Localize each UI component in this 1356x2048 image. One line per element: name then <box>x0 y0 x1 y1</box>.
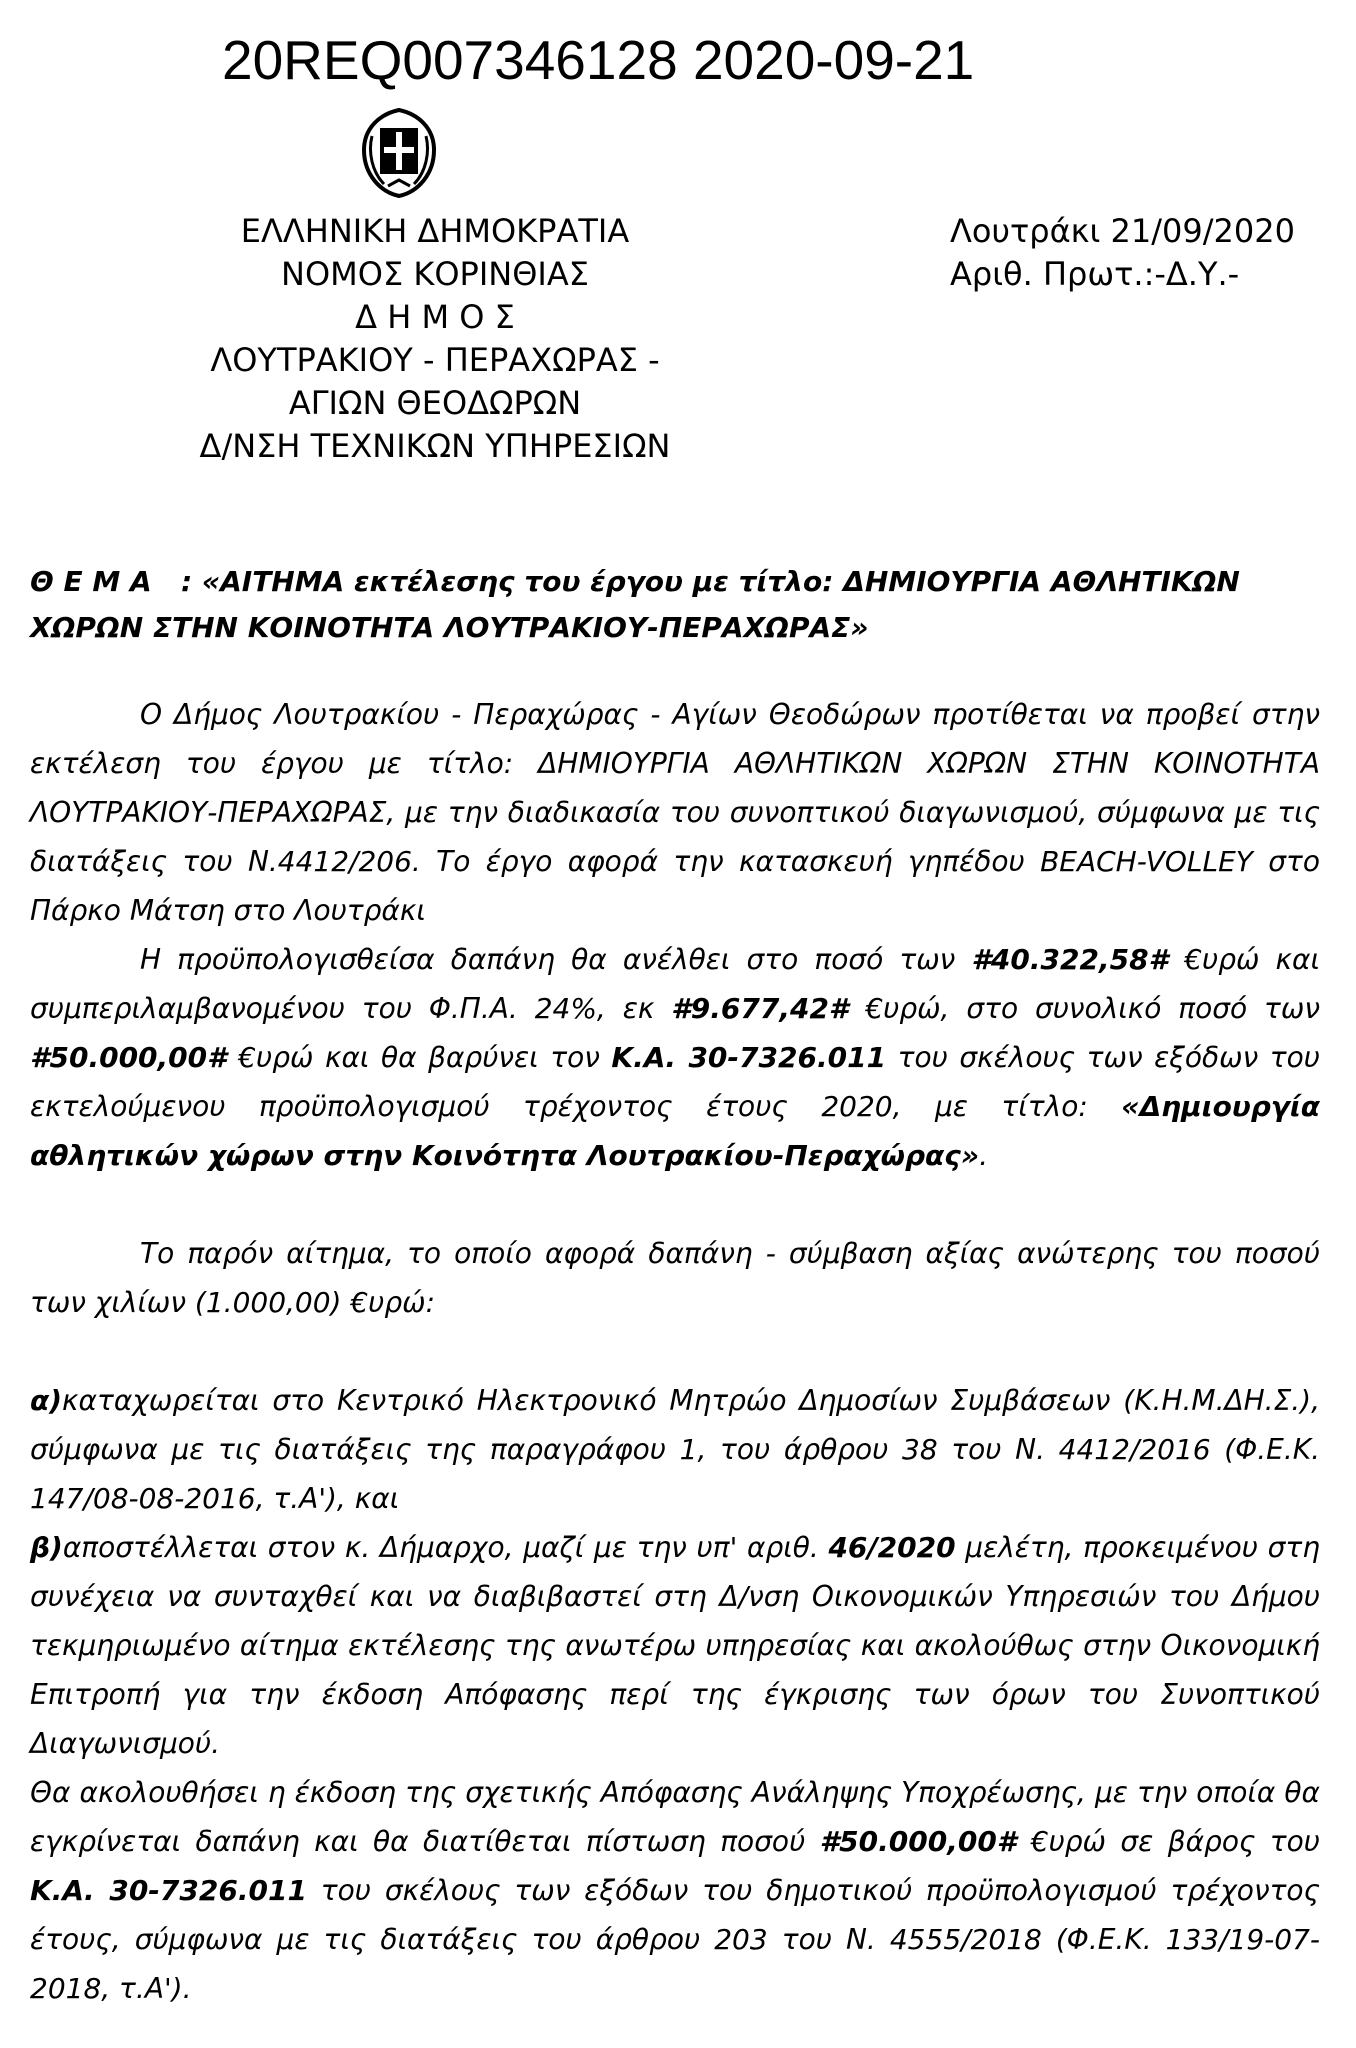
study-number: 46/2020 <box>828 1531 956 1564</box>
list-marker: α) <box>30 1384 63 1417</box>
protocol-number: Αριθ. Πρωτ.:-Δ.Υ.- <box>950 255 1240 293</box>
list-item-b <box>30 1523 1320 1768</box>
issuer-block <box>130 210 740 468</box>
subject-line <box>30 559 1320 651</box>
list-item-a <box>30 1376 1320 1523</box>
text-run: €υρώ και συμπεριλαμβανομένου του Φ.Π.Α. 24%, εκ <box>30 943 1320 1025</box>
text-run: . <box>979 1139 988 1172</box>
budget-code: Κ.Α. 30-7326.011 <box>611 1041 887 1074</box>
document-body <box>30 690 1320 2013</box>
issuer-line: Δ/ΝΣΗ ΤΕΧΝΙΚΩΝ ΥΠΗΡΕΣΙΩΝ <box>199 427 671 465</box>
paragraph-intro: Ο Δήμος Λουτρακίου - Περαχώρας - Αγίων Θεοδώρων προτίθεται να προβεί στην εκτέλεση του έργου με τίτλο: ΔΗΜΙΟΥΡΓΙΑ ΑΘΛΗΤΙΚΩΝ ΧΩΡΩΝ ΣΤΗΝ ΚΟΙΝΟΤΗΤΑ ΛΟΥΤΡΑΚΙΟΥ-ΠΕΡΑΧΩΡΑΣ, με την διαδικασία του συνοπτικού διαγωνισμού, σύμφωνα με τις διατάξεις του Ν.4412/206. Το έργο αφορά την κατασκευή γηπέδου BEACH-VOLLEY στο Πάρκο Μάτση στο Λουτράκι <box>30 698 1320 927</box>
text-run: αποστέλλεται στον κ. Δήμαρχο, μαζί με την υπ' αριθ. <box>62 1531 829 1564</box>
text-run: Η προϋπολογισθείσα δαπάνη θα ανέλθει στο ποσό των <box>140 943 972 976</box>
issuer-line: ΕΛΛΗΝΙΚΗ ΔΗΜΟΚΡΑΤΙΑ <box>240 212 630 250</box>
amount-commitment: #50.000,00# <box>819 1825 1017 1858</box>
text-run: του σκέλους των εξόδων του εκτελούμενου προϋπολογισμού τρέχοντος έτους 2020, με τίτλο: <box>30 1041 1320 1123</box>
list-item-text: καταχωρείται στο Κεντρικό Ηλεκτρονικό Μητρώο Δημοσίων Συμβάσεων (Κ.Η.Μ.ΔΗ.Σ.), σύμφωνα με τις διατάξεις της παραγράφου 1, του άρθρου 38 του Ν. 4412/2016 (Φ.Ε.Κ. 147/08-08-2016, τ.Α'), και <box>30 1384 1320 1515</box>
issuer-line: ΑΓΙΩΝ ΘΕΟΔΩΡΩΝ <box>288 384 582 422</box>
text-run: €υρώ, στο συνολικό ποσό των <box>848 992 1320 1025</box>
issuer-line: ΝΟΜΟΣ ΚΟΡΙΝΘΙΑΣ <box>281 255 589 293</box>
paragraph-budget <box>30 935 1320 1180</box>
document-reference-id: 20REQ007346128 2020-09-21 <box>222 29 975 91</box>
text-run: €υρώ και θα βαρύνει τον <box>226 1041 612 1074</box>
text-run: €υρώ σε βάρος του <box>1016 1825 1320 1858</box>
subject-label: Θ Ε Μ Α <box>30 565 152 598</box>
budget-code: Κ.Α. 30-7326.011 <box>30 1874 307 1907</box>
amount-vat: #9.677,42# <box>671 992 849 1025</box>
date-protocol-block <box>950 210 1295 296</box>
issuer-line: Δ Η Μ Ο Σ <box>355 298 515 336</box>
paragraph-commitment <box>30 1768 1320 2013</box>
amount-total: #50.000,00# <box>30 1041 227 1074</box>
subject-text: : «ΑΙΤΗΜΑ εκτέλεσης του έργου με τίτλο: ΔΗΜΙΟΥΡΓΙΑ ΑΘΛΗΤΙΚΩΝ ΧΩΡΩΝ ΣΤΗΝ ΚΟΙΝΟΤΗΤΑ ΛΟΥΤΡΑΚΙΟΥ-ΠΕΡΑΧΩΡΑΣ» <box>30 565 1240 644</box>
text-run: μελέτη, προκειμένου στη συνέχεια να συνταχθεί και να διαβιβαστεί στη Δ/νση Οικονομικών Υπηρεσιών του Δήμου τεκμηριωμένο αίτημα εκτέλεσης της ανωτέρω υπηρεσίας και ακολούθως στην Οικονομική Επιτροπή για την έκδοση Απόφασης περί της έγκρισης των όρων του Συνοπτικού Διαγωνισμού. <box>30 1531 1320 1760</box>
issuer-line: ΛΟΥΤΡΑΚΙΟΥ - ΠΕΡΑΧΩΡΑΣ - <box>210 341 660 379</box>
amount-net: #40.322,58# <box>971 943 1169 976</box>
greek-coat-of-arms-icon <box>358 106 440 200</box>
text-run: Θα ακολουθήσει η έκδοση της σχετικής Απόφασης Ανάληψης Υποχρέωσης, με την οποία θα εγκρίνεται δαπάνη και θα διατίθεται πίστωση ποσού <box>30 1776 1320 1858</box>
list-marker: β) <box>30 1531 63 1564</box>
date-line: Λουτράκι 21/09/2020 <box>950 212 1295 250</box>
budget-line-title: «Δημιουργία αθλητικών χώρων στην Κοινότητα Λουτρακίου-Περαχώρας» <box>30 1090 1320 1172</box>
paragraph-request: Το παρόν αίτημα, το οποίο αφορά δαπάνη - σύμβαση αξίας ανώτερης του ποσού των χιλίων (1.000,00) €υρώ: <box>30 1237 1320 1319</box>
text-run: του σκέλους των εξόδων του δημοτικού προϋπολογισμού τρέχοντος έτους, σύμφωνα με τις διατάξεις του άρθρου 203 του Ν. 4555/2018 (Φ.Ε.Κ. 133/19-07-2018, τ.Α'). <box>30 1874 1321 2005</box>
